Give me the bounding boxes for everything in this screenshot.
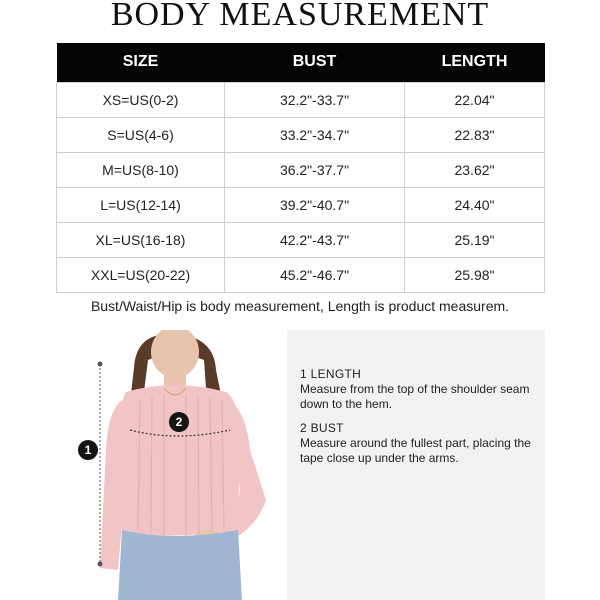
length-cell: 25.98" <box>405 257 545 292</box>
bust-cell: 45.2"-46.7" <box>225 257 405 292</box>
size-cell: XL=US(16-18) <box>57 222 225 257</box>
bust-cell: 39.2"-40.7" <box>225 187 405 222</box>
size-cell: S=US(4-6) <box>57 117 225 152</box>
page-title: BODY MEASUREMENT <box>110 0 490 33</box>
length-line-bottom-dot <box>98 562 103 567</box>
length-instruction-text: Measure from the top of the shoulder seam down to the hem. <box>300 382 530 411</box>
bust-number-badge: 2 <box>169 412 189 432</box>
bust-instruction-heading: 2 BUST <box>300 421 344 435</box>
measurement-note: Bust/Waist/Hip is body measurement, Length is product measurem. <box>90 298 510 314</box>
measurement-instructions-panel <box>287 330 545 600</box>
table-row <box>57 222 545 257</box>
length-cell: 25.19" <box>405 222 545 257</box>
bust-cell: 32.2"-33.7" <box>225 82 405 117</box>
model-photo <box>56 330 284 600</box>
table-row <box>57 152 545 187</box>
length-instruction <box>300 367 535 412</box>
bust-cell: 36.2"-37.7" <box>225 152 405 187</box>
table-row <box>57 257 545 292</box>
bust-instruction-text: Measure around the fullest part, placing the tape close up under the arms. <box>300 436 531 465</box>
length-line-top-dot <box>98 362 103 367</box>
table-row <box>57 187 545 222</box>
length-cell: 22.83" <box>405 117 545 152</box>
size-cell: XXL=US(20-22) <box>57 257 225 292</box>
length-number-badge: 1 <box>78 440 98 460</box>
model-illustration <box>56 330 284 600</box>
size-cell: L=US(12-14) <box>57 187 225 222</box>
length-cell: 24.40" <box>405 187 545 222</box>
table-row <box>57 82 545 117</box>
model-jeans <box>118 530 242 600</box>
column-header-length: LENGTH <box>405 43 545 82</box>
size-cell: M=US(8-10) <box>57 152 225 187</box>
length-cell: 22.04" <box>405 82 545 117</box>
table-row <box>57 117 545 152</box>
table-header-row <box>57 43 545 82</box>
column-header-size: SIZE <box>57 43 225 82</box>
size-chart-table <box>56 43 545 293</box>
column-header-bust: BUST <box>225 43 405 82</box>
bust-cell: 42.2"-43.7" <box>225 222 405 257</box>
length-instruction-heading: 1 LENGTH <box>300 367 362 381</box>
bust-cell: 33.2"-34.7" <box>225 117 405 152</box>
bust-instruction <box>300 421 535 466</box>
size-cell: XS=US(0-2) <box>57 82 225 117</box>
length-cell: 23.62" <box>405 152 545 187</box>
